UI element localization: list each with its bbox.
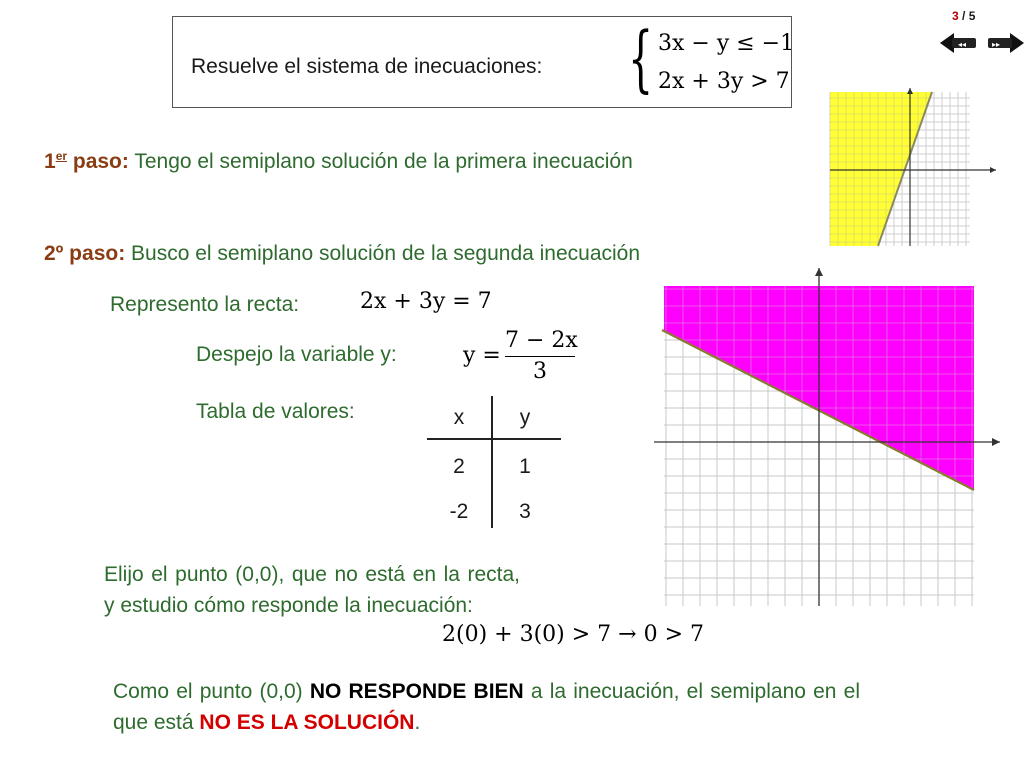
step-1-title: paso:	[67, 150, 129, 173]
step-2	[44, 242, 640, 266]
fraction-numerator: 7 − 2x	[505, 328, 578, 353]
solved-lhs: y =	[463, 343, 501, 368]
y-axis-arrow-2	[815, 268, 823, 276]
step-2-text: Busco el semiplano solución de la segunda inecuación	[125, 242, 641, 265]
svg-text:◂◂: ◂◂	[958, 40, 967, 49]
conclusion-part-3: .	[414, 711, 421, 734]
svg-text:▸▸: ▸▸	[992, 40, 1001, 49]
table-cell: 2	[453, 455, 465, 478]
step-1-text: Tengo el semiplano solución de la primera inecuación	[128, 150, 633, 173]
test-equation: 2(0) + 3(0) > 7 → 0 > 7	[442, 622, 704, 647]
problem-box	[172, 16, 795, 108]
problem-label: Resuelve el sistema de inecuaciones:	[191, 55, 543, 78]
despejo-label: Despejo la variable y:	[196, 343, 397, 366]
value-table	[427, 396, 567, 528]
step-1	[44, 149, 633, 174]
conclusion-not-satisfy: NO RESPONDE BIEN	[309, 680, 524, 703]
step-2-title: 2º paso:	[44, 242, 126, 265]
page-number	[952, 9, 975, 23]
solved-fraction	[505, 328, 578, 384]
represento-label: Represento la recta:	[110, 293, 300, 316]
page-total: 5	[968, 9, 976, 23]
conclusion-not-solution: NO ES LA SOLUCIÓN	[199, 711, 415, 734]
previous-slide-button[interactable]	[938, 30, 978, 56]
x-axis-arrow-2	[992, 438, 1000, 446]
system-brace: {	[628, 16, 654, 100]
next-slide-button[interactable]	[986, 30, 1024, 56]
graph-first-inequality	[826, 86, 998, 248]
page-separator: /	[958, 9, 969, 23]
table-cell: 3	[519, 500, 531, 523]
step-1-superscript: er	[55, 149, 68, 163]
solution-region-1	[830, 92, 932, 246]
x-axis-arrow-1	[990, 167, 996, 173]
graph-second-inequality	[654, 266, 1004, 606]
table-horizontal-rule	[427, 438, 561, 440]
conclusion-text	[113, 676, 860, 738]
line-equation: 2x + 3y = 7	[360, 289, 492, 314]
conclusion-part-1: Como el punto (0,0)	[113, 680, 310, 703]
arrow-left-icon	[940, 33, 976, 53]
inequality-1: 3x − y ≤ −1	[658, 31, 795, 56]
table-header-x: x	[453, 406, 465, 429]
conclusion-part-2: a la inecuación, el semiplano en el que está	[113, 680, 860, 734]
arrow-right-icon	[988, 33, 1024, 53]
table-header-y: y	[519, 406, 531, 429]
page-current: 3	[952, 9, 959, 23]
tabla-label: Tabla de valores:	[196, 400, 355, 423]
table-cell: 1	[519, 455, 531, 478]
table-cell: -2	[449, 500, 469, 523]
fraction-denominator: 3	[533, 359, 547, 384]
step-1-number: 1	[44, 150, 56, 173]
y-axis-arrow-1	[907, 88, 913, 94]
inequality-2: 2x + 3y > 7	[658, 69, 790, 94]
test-point-text: Elijo el punto (0,0), que no está en la recta, y estudio cómo responde la inecuación:	[104, 563, 520, 617]
